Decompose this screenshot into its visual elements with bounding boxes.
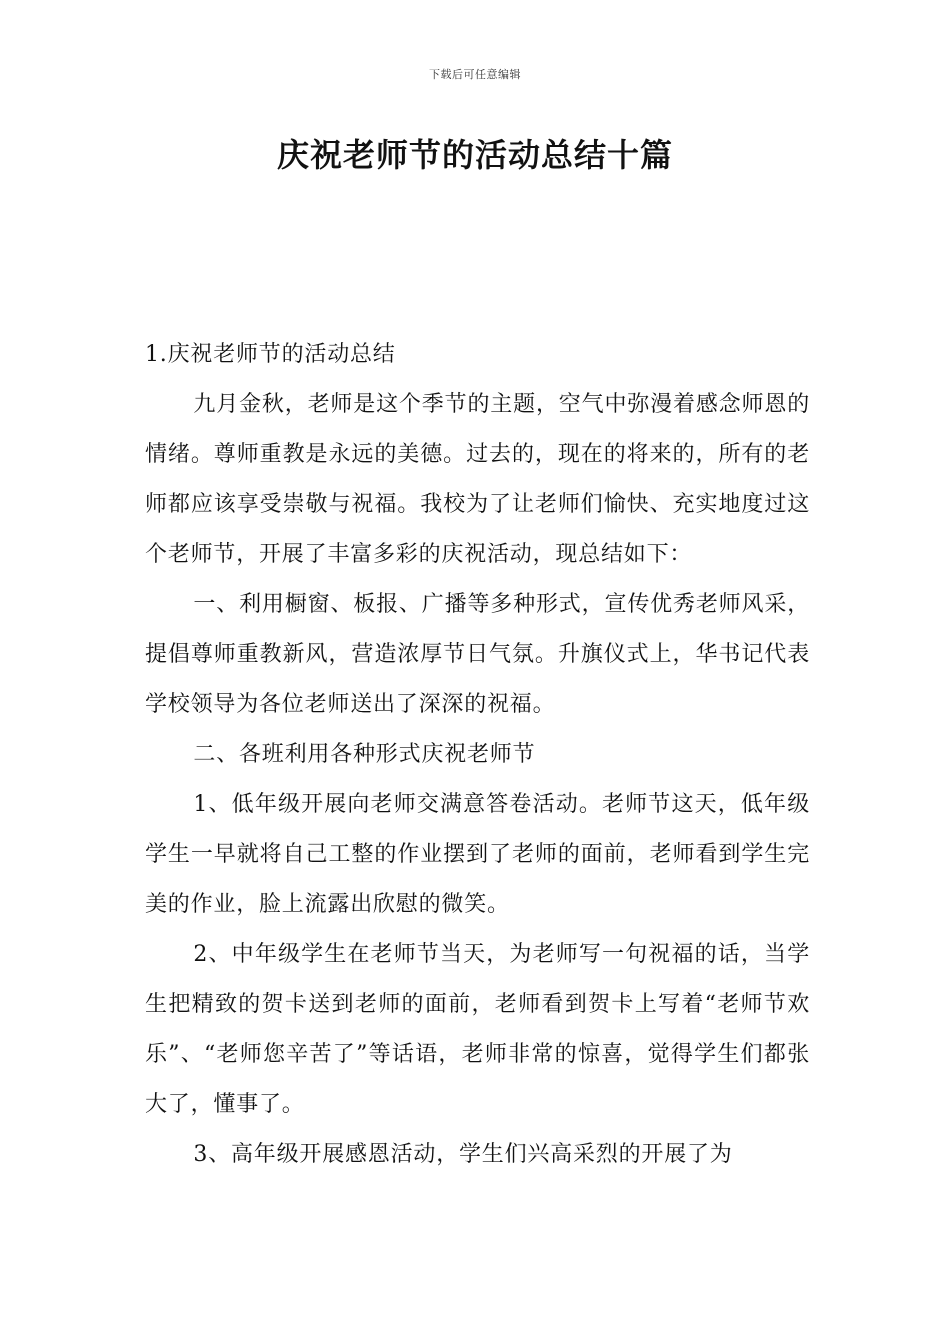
paragraph-item-1: 一、利用橱窗、板报、广播等多种形式，宣传优秀老师风采，提倡尊师重教新风，营造浓厚节日气氛。升旗仪式上，华书记代表学校领导为各位老师送出了深深的祝福。 bbox=[145, 592, 810, 717]
header-note: 下载后可任意编辑 bbox=[429, 68, 521, 81]
paragraph-intro: 九月金秋，老师是这个季节的主题，空气中弥漫着感念师恩的情绪。尊师重教是永远的美德。过去的，现在的将来的，所有的老师都应该享受崇敬与祝福。我校为了让老师们愉快、充实地度过这个老师节，开展了丰富多彩的庆祝活动，现总结如下： bbox=[145, 392, 810, 567]
section-heading: 1.庆祝老师节的活动总结 bbox=[145, 342, 396, 367]
paragraph-item-2: 二、各班利用各种形式庆祝老师节 bbox=[193, 742, 536, 767]
document-title: 庆祝老师节的活动总结十篇 bbox=[276, 136, 673, 174]
paragraph-subitem-1: 1、低年级开展向老师交满意答卷活动。老师节这天，低年级学生一早就将自己工整的作业摆到了老师的面前，老师看到学生完美的作业，脸上流露出欣慰的微笑。 bbox=[145, 792, 810, 917]
paragraph-subitem-2: 2、中年级学生在老师节当天，为老师写一句祝福的话，当学生把精致的贺卡送到老师的面前，老师看到贺卡上写着“老师节欢乐”、“老师您辛苦了”等话语，老师非常的惊喜，觉得学生们都张大了，懂事了。 bbox=[145, 942, 810, 1117]
paragraph-subitem-3: 3、高年级开展感恩活动，学生们兴高采烈的开展了为 bbox=[193, 1142, 733, 1167]
document-body bbox=[145, 330, 810, 1180]
